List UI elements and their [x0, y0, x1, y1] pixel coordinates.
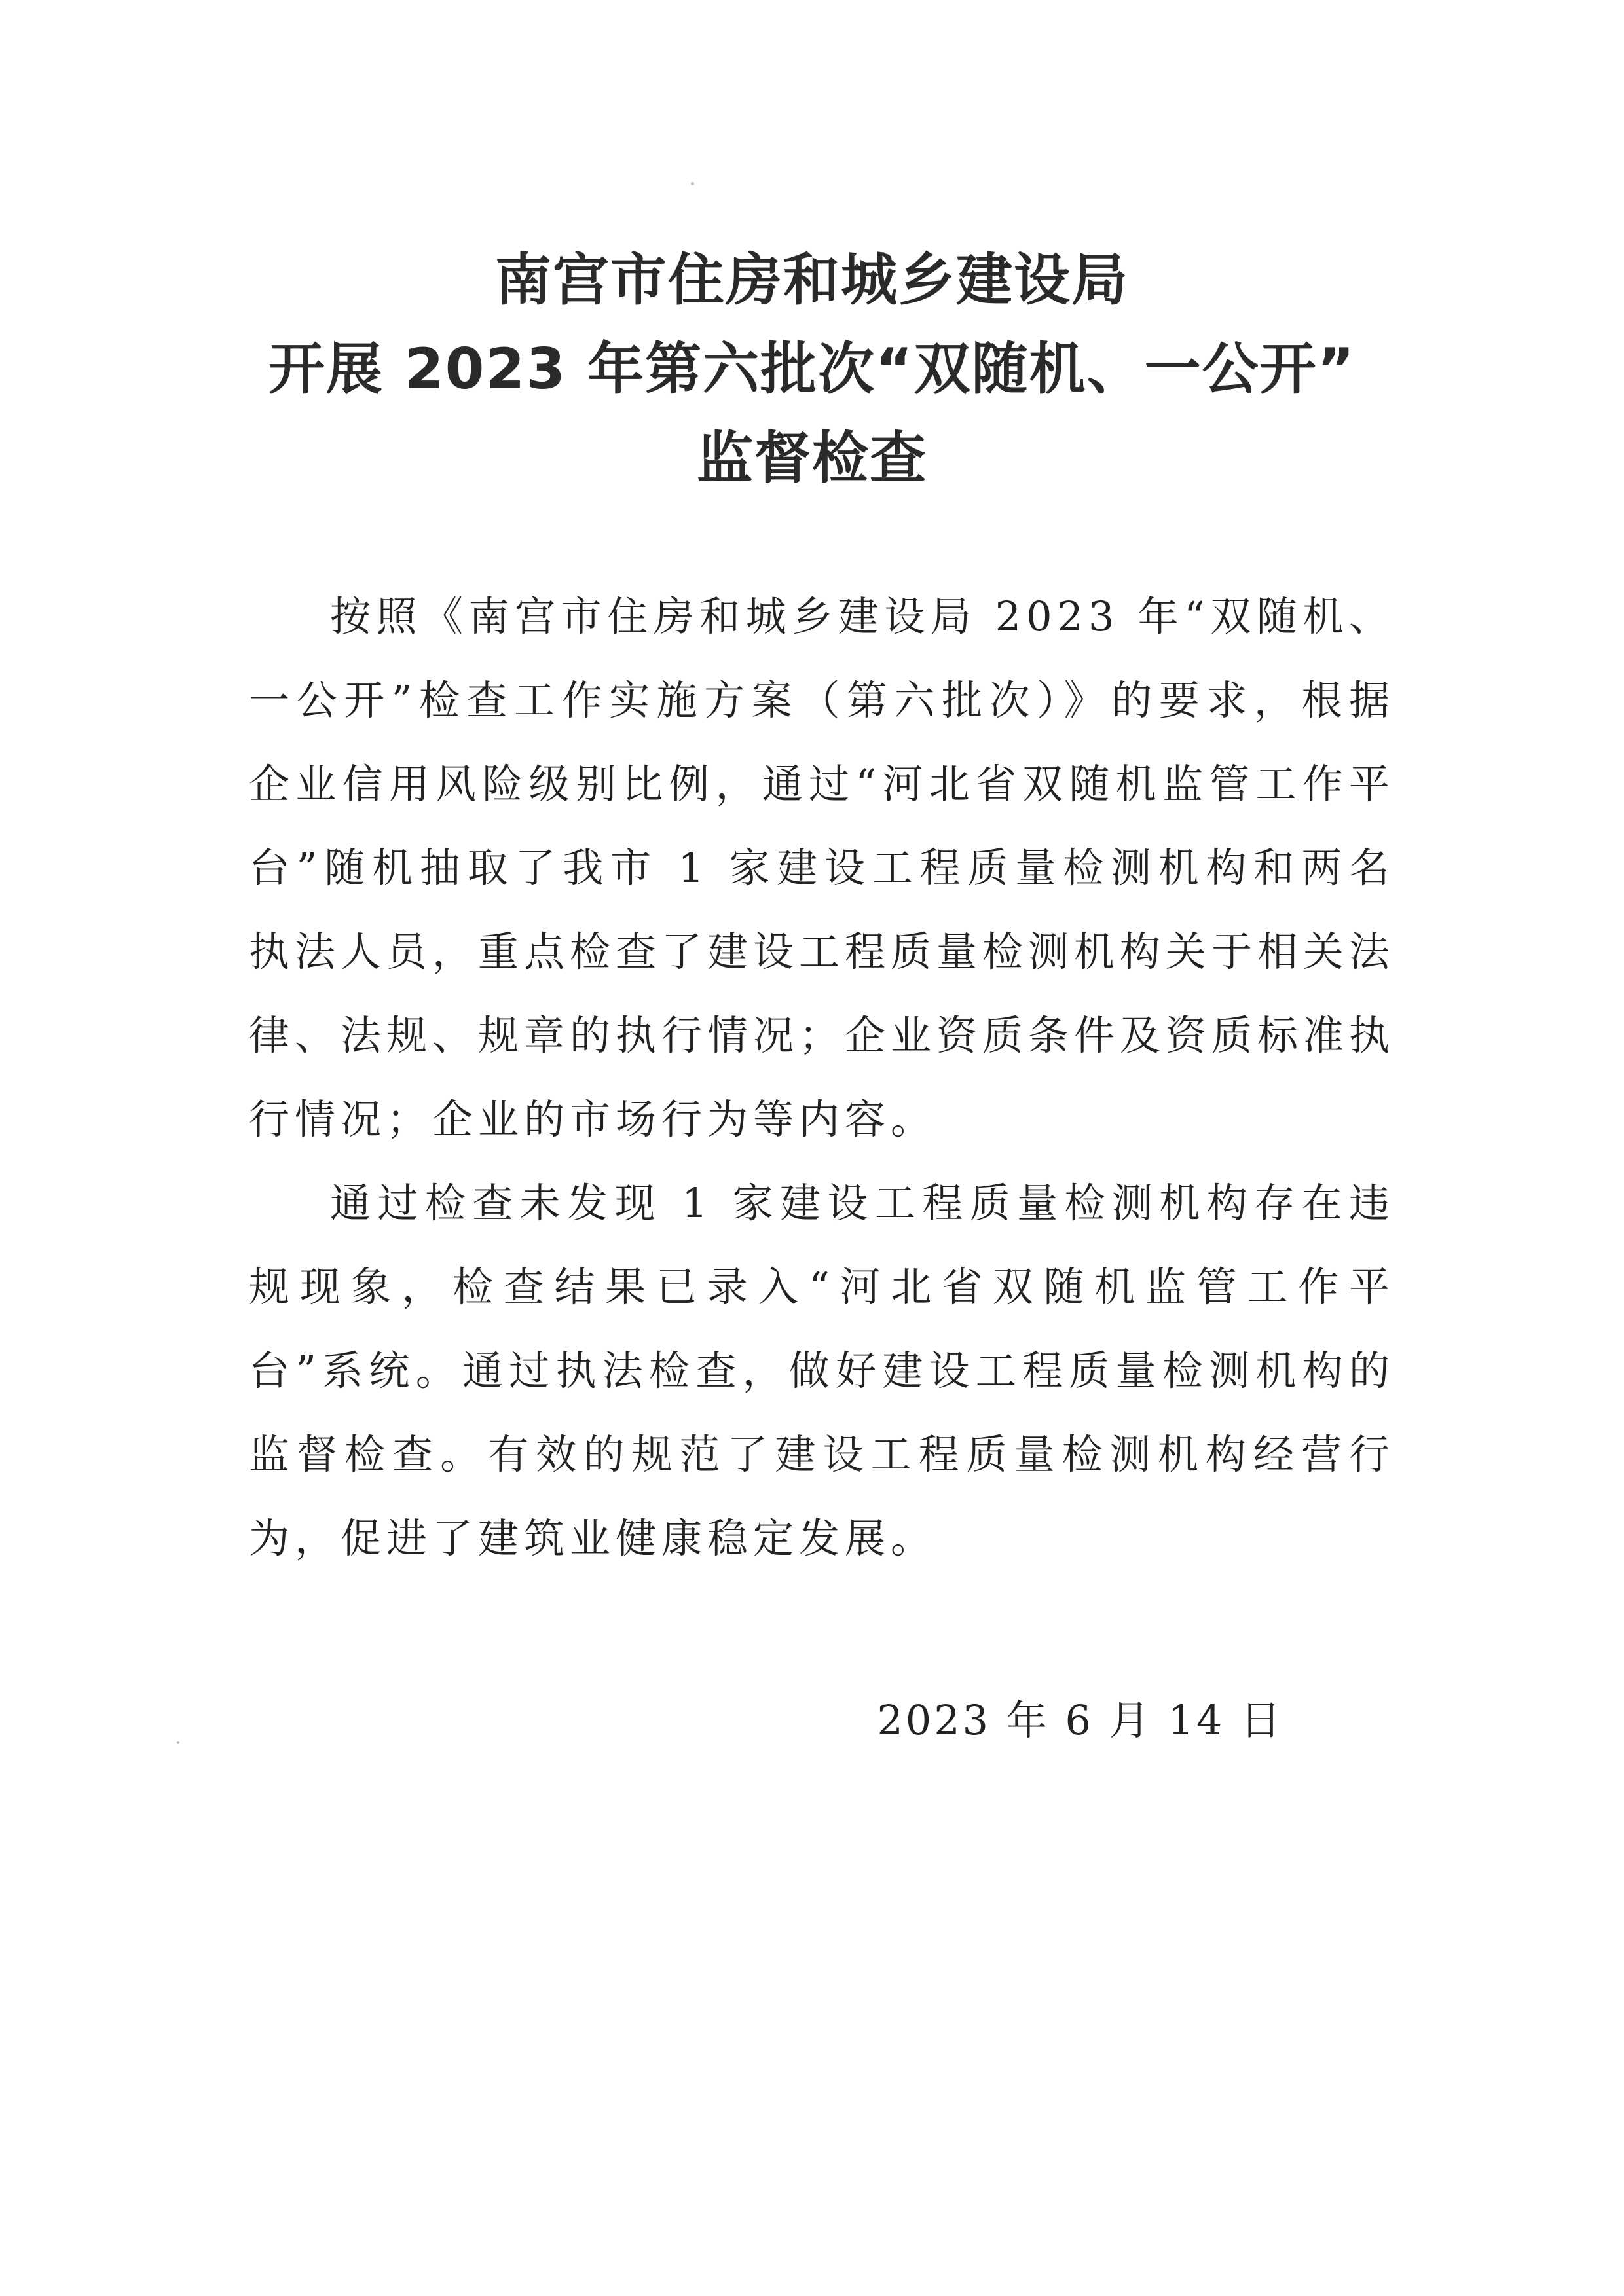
- title-line-1: 南宫市住房和城乡建设局: [495, 247, 1129, 313]
- scan-speck: [691, 182, 694, 185]
- title-line-2: 开展 2023 年第六批次“双随机、一公开”: [268, 337, 1356, 402]
- scan-speck: [177, 1741, 179, 1744]
- document-title: [196, 236, 1428, 503]
- paragraph-2: 通过检查未发现 1 家建设工程质量检测机构存在违规现象，检查结果已录入“河北省双随机监管工作平台”系统。通过执法检查，做好建设工程质量检测机构的监督检查。有效的规范了建设工程质量检测机构经营行为，促进了建筑业健康稳定发展。: [249, 1179, 1395, 1562]
- title-line-3: 监督检查: [697, 426, 927, 491]
- paragraph-1: 按照《南宫市住房和城乡建设局 2023 年“双随机、一公开”检查工作实施方案（第六批次）》的要求，根据企业信用风险级别比例，通过“河北省双随机监管工作平台”随机抽取了我市 1 家建设工程质量检测机构和两名执法人员，重点检查了建设工程质量检测机构关于相关法律、法规、规章的执行情况；企业资质条件及资质标准执行情况；企业的市场行为等内容。: [249, 592, 1395, 1143]
- document-body: [249, 575, 1395, 1580]
- document-date: 2023 年 6 月 14 日: [877, 1696, 1283, 1744]
